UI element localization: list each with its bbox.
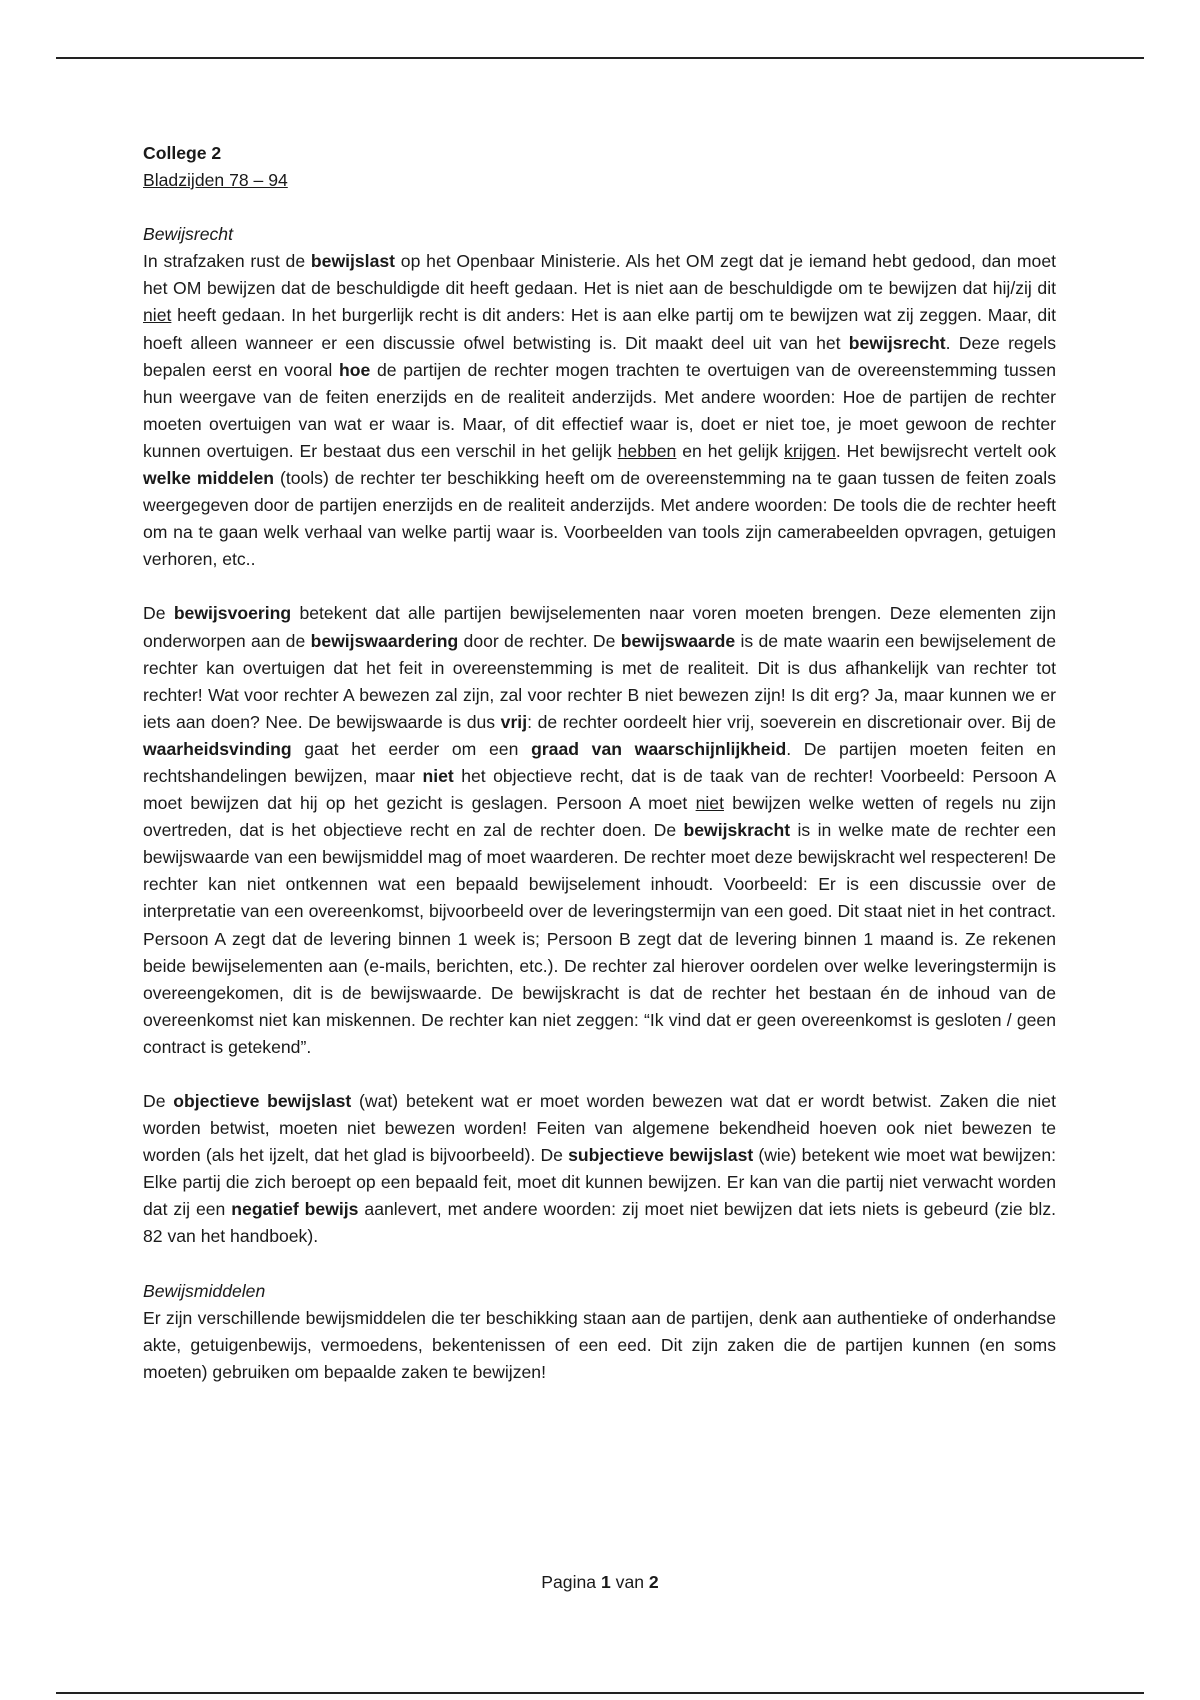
text-run: De (143, 603, 174, 624)
text-run: . Deze regels bepalen eerst en vooral (143, 332, 1056, 380)
text-run: (tools) de rechter ter beschikking heeft om de overeenstemming na te gaan tussen de feiten zoals weergegeven door de partijen enerzijds en de realiteit anderzijds. Met andere woorden: De tools die de rechter heeft om na te gaan welk verhaal van welke partij waar is. Voorbeelden van tools zijn camerabeelden opvragen, getuigen verhoren, etc.. (143, 468, 1056, 570)
footer-separator: van (615, 1572, 645, 1592)
paragraph (143, 248, 1056, 573)
section-heading-bewijsrecht: Bewijsrecht (143, 224, 233, 245)
bold-term: graad van waarschijnlijkheid (531, 738, 787, 759)
text-run: . Het bewijsrecht vertelt ook (835, 440, 1056, 461)
text-run: Er zijn verschillende bewijsmiddelen die ter beschikking staan aan de partijen, denk aan authentieke of onderhandse akte, getuigenbewijs, vermoedens, bekentenissen of een eed. Dit zijn zaken die de partijen kunnen (en soms moeten) gebruiken om bepaalde zaken te bewijzen! (143, 1307, 1056, 1382)
section-heading-bewijsmiddelen: Bewijsmiddelen (143, 1280, 266, 1301)
text-run: door de rechter. De (458, 630, 621, 651)
text-run: . De partijen moeten feiten en rechtshandelingen bewijzen, maar (143, 738, 1057, 786)
paragraph (143, 1088, 1056, 1251)
footer-label: Pagina (541, 1572, 597, 1592)
paragraph (143, 1305, 1056, 1386)
bold-term: waarheidsvinding (143, 738, 292, 759)
text-run: betekent dat alle partijen bewijselementen naar voren moeten brengen. Deze elementen zijn onderworpen aan de (143, 603, 1056, 651)
page-footer (0, 1572, 1200, 1593)
bold-term: objectieve bewijslast (173, 1091, 352, 1111)
underlined-term: krijgen (784, 440, 836, 461)
underlined-term: niet (143, 305, 172, 326)
underlined-term: hebben (617, 440, 677, 461)
text-run: (wat) betekent wat er moet worden bewezen wat dat er wordt betwist. Zaken die niet worden betwist, moeten niet bewezen worden! Feiten van algemene bekendheid hoeven ook niet bewezen te worden (als het ijzelt, dat het glad is bijvoorbeeld). De (143, 1091, 1056, 1166)
text-run: is in welke mate de rechter een bewijswaarde van een bewijsmiddel mag of moet waarderen. De rechter moet deze bewijskracht wel respecteren! De rechter kan niet ontkennen wat een bepaald bewijselement inhoudt. Voorbeeld: Er is een discussie over de interpretatie van een overeenkomst, bijvoorbeeld over de leveringstermijn van een goed. Dit staat niet in het contract. Persoon A zegt dat de levering binnen 1 week is; Persoon B zegt dat de levering binnen 1 maand is. Ze rekenen beide bewijselementen aan (e-mails, berichten, etc.). De rechter zal hierover oordelen over welke leveringstermijn is overeengekomen, dit is de bewijswaarde. De bewijskracht is dat de rechter het bestaan én de inhoud van de overeenkomst niet kan miskennen. De rechter kan niet zeggen: “Ik vind dat er geen overeenkomst is gesloten / geen contract is getekend”. (143, 820, 1056, 1057)
text-run: en het gelijk (676, 440, 785, 461)
text-run: is de mate waarin een bewijselement de rechter kan overtuigen dat het feit in overeenstemming is met de realiteit. Dit is dus afhankelijk van rechter tot rechter! Wat voor rechter A bewezen zal zijn, zal voor rechter B niet bewezen zijn! Is dit erg? Ja, maar kunnen we er iets aan doen? Nee. De bewijswaarde is dus (143, 630, 1057, 732)
footer-total-pages: 2 (648, 1572, 659, 1592)
text-run: gaat het eerder om een (291, 738, 532, 759)
bold-term: bewijskracht (683, 820, 791, 841)
underlined-term: niet (695, 793, 724, 814)
footer-current-page: 1 (600, 1572, 611, 1592)
header-rule (56, 57, 1144, 59)
bold-term: bewijswaarde (620, 630, 736, 651)
bold-term: subjectieve bewijslast (568, 1145, 754, 1166)
text-run: het objectieve recht, dat is de taak van de rechter! Voorbeeld: Persoon A moet bewijzen dat hij op het gezicht is geslagen. Persoon A moet (143, 765, 1056, 814)
document-title: College 2 (143, 143, 222, 163)
text-run: De (143, 1091, 174, 1111)
page-range: Bladzijden 78 – 94 (143, 170, 288, 191)
bold-term: bewijswaardering (310, 630, 459, 651)
bold-term: negatief bewijs (231, 1199, 359, 1220)
document-body (143, 140, 1056, 1386)
text-run: aanlevert, met andere woorden: zij moet niet bewijzen dat iets niets is gebeurd (zie blz. 82 van het handboek). (143, 1199, 1056, 1247)
text-run: : de rechter oordeelt hier vrij, soeverein en discretionair over. Bij de (527, 711, 1056, 732)
bold-term: bewijsrecht (848, 332, 946, 353)
bold-term: welke middelen (143, 468, 275, 489)
bold-term: vrij (500, 711, 528, 732)
text-run: heeft gedaan. In het burgerlijk recht is dit anders: Het is aan elke partij om te bewijzen wat zij zeggen. Maar, dit hoeft alleen wanneer er een discussie ofwel betwisting is. Dit maakt deel uit van het (143, 305, 1056, 353)
text-run: In strafzaken rust de (143, 251, 311, 272)
bold-term: bewijsvoering (173, 603, 292, 624)
bold-term: bewijslast (310, 251, 396, 272)
text-run: bewijzen welke wetten of regels nu zijn overtreden, dat is het objectieve recht en zal de rechter doen. De (143, 793, 1056, 841)
bold-term: niet (422, 765, 454, 786)
paragraph (143, 600, 1056, 1061)
text-run: op het Openbaar Ministerie. Als het OM zegt dat je iemand hebt gedood, dan moet het OM bewijzen dat de beschuldigde dit heeft gedaan. Het is niet aan de beschuldigde om te bewijzen dat hij/zij dit (143, 251, 1056, 299)
text-run: (wie) betekent wie moet wat bewijzen: Elke partij die zich beroept op een bepaald feit, moet dit kunnen bewijzen. Er kan van die partij niet verwacht worden dat zij een (143, 1145, 1056, 1220)
footer-rule (56, 1692, 1144, 1694)
text-run: de partijen de rechter mogen trachten te overtuigen van de overeenstemming tussen hun weergave van de feiten enerzijds en de realiteit anderzijds. Met andere woorden: Hoe de partijen de rechter moeten overtuigen van wat er waar is. Maar, of dit effectief waar is, doet er niet toe, je moet gewoon de rechter kunnen overtuigen. Er bestaat dus een verschil in het gelijk (143, 359, 1056, 461)
bold-term: hoe (339, 359, 371, 380)
